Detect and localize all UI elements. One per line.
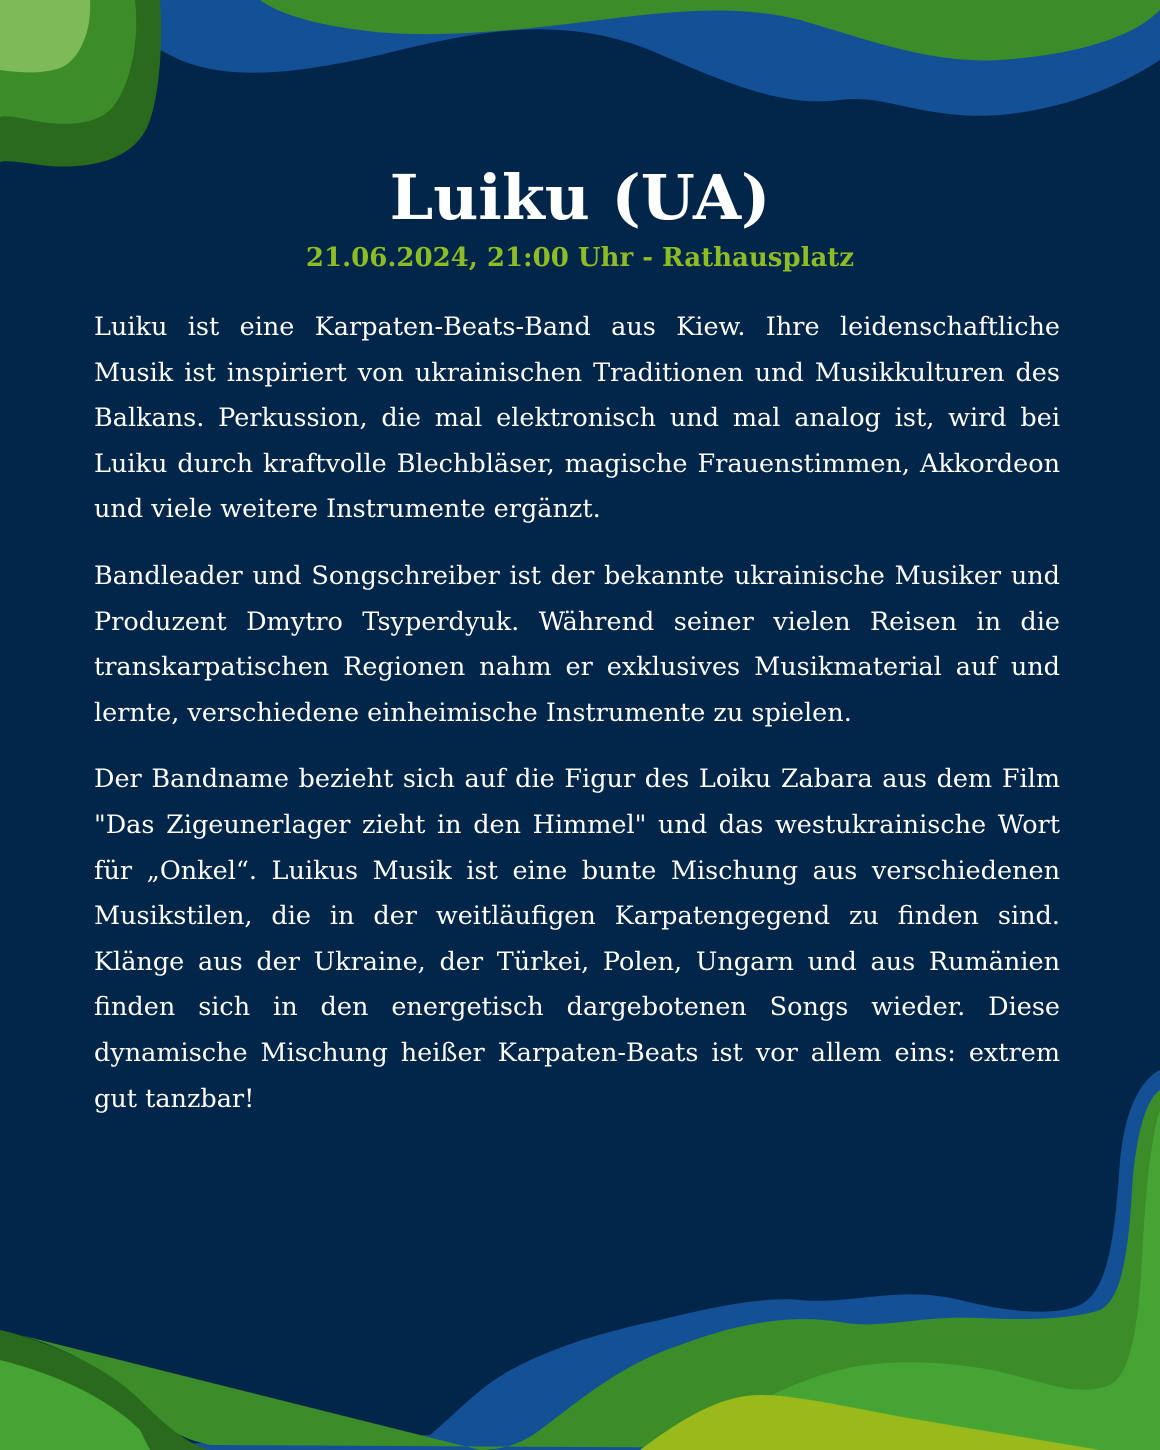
event-date-location: 21.06.2024, 21:00 Uhr - Rathausplatz <box>305 243 855 273</box>
event-title: Luiku (UA) <box>389 161 771 234</box>
event-description <box>94 305 1060 1143</box>
description-paragraph: Luiku ist eine Karpaten-Beats-Band aus Kiew. Ihre leidenschaftliche Musik ist inspiriert von ukrainischen Traditionen und Musikkulturen des Balkans. Perkussion, die mal elektronisch und mal analog ist, wird bei Luiku durch kraftvolle Blechbläser, magische Frauenstimmen, Akkordeon und viele weitere Instrumente ergänzt. <box>94 312 1060 525</box>
description-paragraph: Bandleader und Songschreiber ist der bekannte ukrainische Musiker und Produzent Dmytro Tsyperdyuk. Während seiner vielen Reisen in die transkarpatischen Regionen nahm er exklusives Musikmaterial auf und lernte, verschiedene einheimische Instrumente zu spielen. <box>94 560 1060 728</box>
description-paragraph: Der Bandname bezieht sich auf die Figur des Loiku Zabara aus dem Film "Das Zigeunerlager zieht in den Himmel" und das westukrainische Wort für „Onkel“. Luikus Musik ist eine bunte Mischung aus verschiedenen Musikstilen, die in der weitläufigen Karpatengegend zu finden sind. Klänge aus der Ukraine, der Türkei, Polen, Ungarn und aus Rumänien finden sich in den energetisch dargebotenen Songs wieder. Diese dynamische Mischung heißer Karpaten-Beats ist vor allem eins: extrem gut tanzbar! <box>94 764 1060 1114</box>
